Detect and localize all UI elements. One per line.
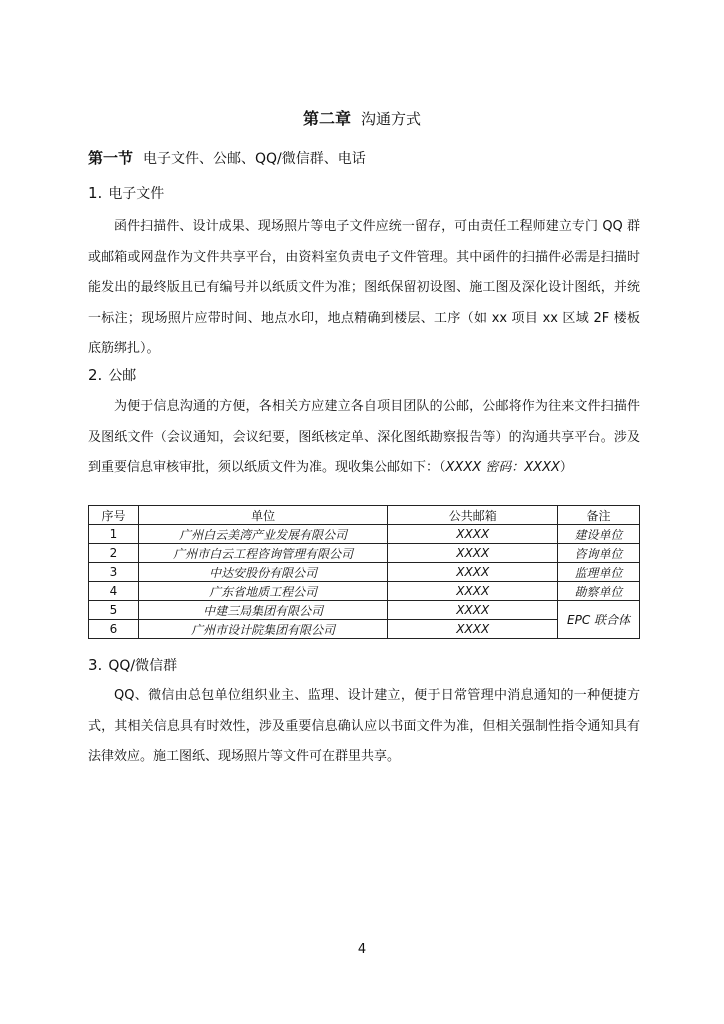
subsection-title: 公邮 bbox=[108, 368, 137, 384]
unit-role: 勘察单位 bbox=[558, 582, 640, 601]
table-row bbox=[89, 582, 640, 601]
subsection-number: 1. bbox=[88, 184, 103, 202]
unit-name: 广东省地质工程公司 bbox=[138, 582, 387, 601]
chapter-number: 第二章 bbox=[302, 109, 351, 128]
email-address: XXXX bbox=[388, 620, 558, 639]
section-heading bbox=[88, 147, 366, 168]
row-number: 3 bbox=[89, 563, 139, 582]
table-row bbox=[89, 525, 640, 544]
email-address: XXXX bbox=[388, 601, 558, 620]
table-header-cell: 单位 bbox=[138, 506, 387, 525]
unit-role: 监理单位 bbox=[558, 563, 640, 582]
unit-name: 中达安股份有限公司 bbox=[138, 563, 387, 582]
section-title: 电子文件、公邮、QQ/微信群、电话 bbox=[143, 151, 366, 167]
table-row bbox=[89, 601, 640, 620]
subsection-number: 2. bbox=[88, 366, 103, 384]
table-header-cell: 备注 bbox=[558, 506, 640, 525]
chapter-title: 沟通方式 bbox=[361, 110, 422, 128]
email-password-placeholder: XXXX 密码：XXXX bbox=[445, 460, 560, 475]
table-row bbox=[89, 544, 640, 563]
table-header-row bbox=[89, 506, 640, 525]
row-number: 2 bbox=[89, 544, 139, 563]
subsection-title: 电子文件 bbox=[108, 186, 165, 202]
subsection-heading-2 bbox=[88, 365, 136, 385]
email-address: XXXX bbox=[388, 582, 558, 601]
table-row bbox=[89, 563, 640, 582]
subsection-heading-1 bbox=[88, 183, 164, 203]
email-address: XXXX bbox=[388, 525, 558, 544]
row-number: 6 bbox=[89, 620, 139, 639]
public-email-table bbox=[88, 505, 640, 639]
paragraph-text: 为便于信息沟通的方便，各相关方应建立各自项目团队的公邮，公邮将作为往来文件扫描件及图纸文件（会议通知，会议纪要，图纸核定单、深化图纸勘察报告等）的沟通共享平台。涉及到重要信息审核审批，须以纸质文件为准。现收集公邮如下：（ bbox=[88, 399, 640, 475]
chapter-heading bbox=[0, 106, 724, 129]
table-row bbox=[89, 620, 640, 639]
row-number: 4 bbox=[89, 582, 139, 601]
email-address: XXXX bbox=[388, 563, 558, 582]
unit-name: 广州市设计院集团有限公司 bbox=[138, 620, 387, 639]
subsection-number: 3. bbox=[88, 656, 103, 674]
unit-name: 广州白云美湾产业发展有限公司 bbox=[138, 525, 387, 544]
paragraph-text-end: ） bbox=[559, 460, 573, 475]
page-number: 4 bbox=[357, 942, 367, 957]
unit-role: EPC 联合体 bbox=[558, 601, 640, 639]
subsection-title: QQ/微信群 bbox=[108, 658, 178, 674]
subsection-heading-3 bbox=[88, 655, 177, 675]
unit-role: 建设单位 bbox=[558, 525, 640, 544]
unit-role: 咨询单位 bbox=[558, 544, 640, 563]
paragraph-electronic-files: 函件扫描件、设计成果、现场照片等电子文件应统一留存，可由责任工程师建立专门 QQ 群或邮箱或网盘作为文件共享平台，由资料室负责电子文件管理。其中函件的扫描件必需是扫描时能发出的最终版且已有编号并以纸质文件为准；图纸保留初设图、施工图及深化设计图纸，并统一标注；现场照片应带时间、地点水印，地点精确到楼层、工序（如 xx 项目 xx 区域 2F 楼板底筋绑扎）。 bbox=[88, 219, 640, 356]
table-header-cell: 序号 bbox=[89, 506, 139, 525]
unit-name: 中建三局集团有限公司 bbox=[138, 601, 387, 620]
unit-name: 广州市白云工程咨询管理有限公司 bbox=[138, 544, 387, 563]
row-number: 1 bbox=[89, 525, 139, 544]
row-number: 5 bbox=[89, 601, 139, 620]
paragraph-public-email bbox=[88, 392, 640, 484]
section-number: 第一节 bbox=[88, 149, 134, 167]
table-header-cell: 公共邮箱 bbox=[388, 506, 558, 525]
paragraph-qq-wechat: QQ、微信由总包单位组织业主、监理、设计建立，便于日常管理中消息通知的一种便捷方式，其相关信息具有时效性，涉及重要信息确认应以书面文件为准，但相关强制性指令通知具有法律效应。施工图纸、现场照片等文件可在群里共享。 bbox=[88, 688, 640, 764]
email-address: XXXX bbox=[388, 544, 558, 563]
